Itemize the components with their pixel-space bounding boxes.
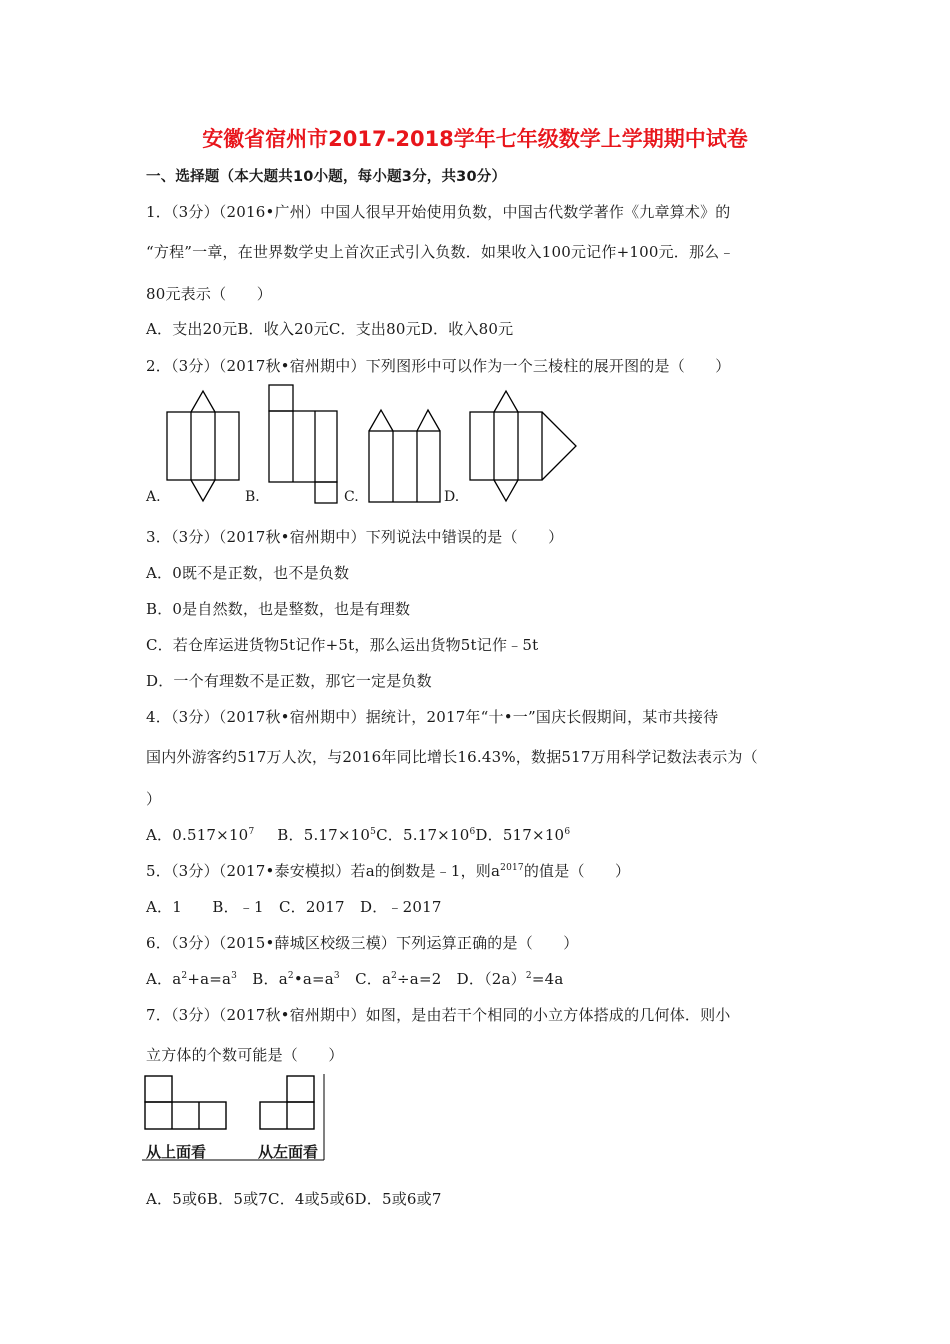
q3-option-b: B．0是自然数，也是整数，也是有理数	[146, 600, 411, 618]
q6-stem: 6．（3分）（2015•薛城区校级三模）下列运算正确的是（ ）	[146, 934, 579, 952]
q7-top-view-label: 从上面看	[146, 1143, 207, 1161]
q2-label-c: C.	[344, 489, 359, 505]
q4-option-b: B．5.17×10	[277, 826, 371, 844]
q7-left-view-label: 从左面看	[258, 1143, 319, 1161]
q4-stem-line3: ）	[146, 790, 162, 808]
q2-label-d: D.	[444, 489, 460, 505]
q1-options: A．支出20元B．收入20元C．支出80元D．收入80元	[146, 320, 514, 338]
q1-stem-line1: 1．（3分）（2016•广州）中国人很早开始使用负数，中国古代数学著作《九章算术》的	[146, 203, 731, 221]
q7-stem-line2: 立方体的个数可能是（ ）	[146, 1046, 344, 1064]
q2-label-b: B.	[245, 489, 260, 505]
q4-stem-line2: 国内外游客约517万人次，与2016年同比增长16.43%，数据517万用科学记数法表示为（	[146, 748, 758, 766]
q5-options: A．1 B．﹣1 C．2017 D．﹣2017	[146, 898, 442, 916]
q2-label-a: A.	[146, 489, 161, 505]
q6-option-b: B．$a^2•a=a^3$	[252, 970, 340, 988]
q2-figure-a	[160, 385, 250, 505]
q2-figure-b	[262, 380, 342, 506]
q4-options: A．$0.517\times 10^7$ B．$5.17\times 10^5C$．$5.17\times 10^6D$．$517\times 10^6$	[146, 826, 571, 844]
q1-stem-line3: 80元表示（ ）	[146, 285, 272, 303]
q6-options	[146, 968, 563, 989]
q3-stem: 3．（3分）（2017秋•宿州期中）下列说法中错误的是（ ）	[146, 528, 564, 546]
q4-option-c: C．5.17×10	[376, 826, 470, 844]
q2-stem: 2．（3分）（2017秋•宿州期中）下列图形中可以作为一个三棱柱的展开图的是（ ）	[146, 357, 731, 375]
q1-stem-line2: “方程”一章，在世界数学史上首次正式引入负数．如果收入100元记作+100元．那么﹣	[146, 243, 735, 261]
q5-stem: 5．（3分）（2017•泰安模拟）若a的倒数是﹣1，则$a^{2017}$的值是（ ）	[146, 862, 631, 880]
q6-option-d: D．$(2a)^2=4a$	[456, 970, 564, 988]
q3-option-d: D．一个有理数不是正数，那它一定是负数	[146, 672, 432, 690]
q3-option-a: A．0既不是正数，也不是负数	[146, 564, 350, 582]
q6-option-a: A．$a^2+a=a^3$	[146, 970, 238, 988]
q7-options: A．5或6B．5或7C．4或5或6D．5或6或7	[146, 1190, 442, 1208]
q2-figure-c	[362, 402, 448, 506]
q7-stem-line1: 7．（3分）（2017秋•宿州期中）如图，是由若干个相同的小立方体搭成的几何体．则小	[146, 1006, 731, 1024]
page-title: 安徽省宿州市2017-2018学年七年级数学上学期期中试卷	[202, 127, 748, 151]
q3-option-c: C．若仓库运进货物5t记作+5t，那么运出货物5t记作﹣5t	[146, 636, 539, 654]
section-heading: 一、选择题（本大题共10小题，每小题3分，共30分）	[146, 169, 507, 185]
q4-stem-line1: 4．（3分）（2017秋•宿州期中）据统计，2017年“十•一”国庆长假期间，某市共接待	[146, 708, 719, 726]
q2-figure-d	[462, 385, 582, 505]
q6-option-c: C．$a^2\div a=2$	[355, 970, 442, 988]
q4-option-a: A．0.517×10	[146, 826, 249, 844]
q4-option-d: D．517×10	[475, 826, 565, 844]
